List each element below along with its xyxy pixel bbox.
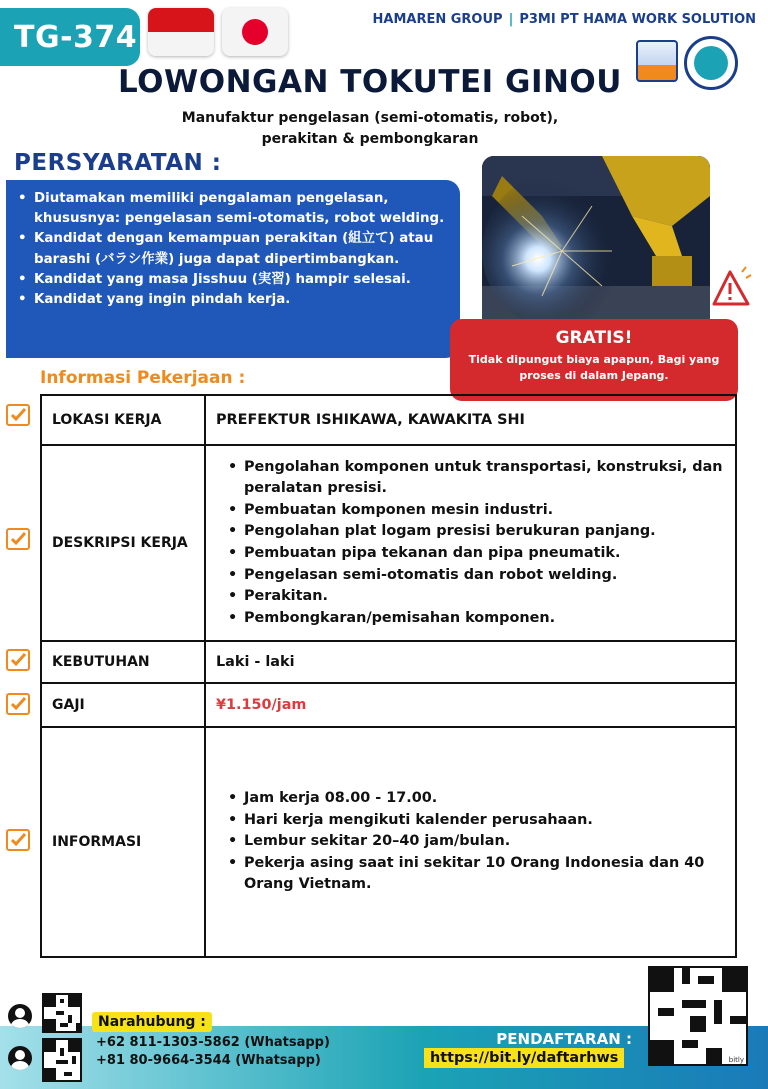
deskripsi-item: • Perakitan.	[244, 586, 735, 608]
registration-link[interactable]: https://bit.ly/daftarhws	[424, 1048, 624, 1068]
job-code-badge: TG-374	[0, 8, 140, 66]
informasi-list	[216, 788, 735, 896]
kebutuhan-value: Laki - laki	[205, 641, 736, 683]
informasi-key: INFORMASI	[41, 727, 205, 957]
requirement-item: • Kandidat dengan kemampuan perakitan (組立て) atau barashi (バラシ作業) juga dapat dipertimbangkan.	[34, 229, 450, 269]
table-row-gaji	[41, 683, 736, 727]
person-icon	[8, 1046, 32, 1070]
deskripsi-item: • Pengolahan komponen untuk transportasi, konstruksi, dan peralatan presisi.	[244, 457, 735, 500]
org-p3mi: P3MI PT HAMA WORK SOLUTION	[519, 12, 756, 27]
org-hamaren: HAMAREN GROUP	[372, 12, 503, 27]
registration-qr-code[interactable]	[648, 966, 748, 1066]
org-separator: |	[508, 12, 514, 27]
checkbox-checked-icon	[6, 693, 30, 715]
deskripsi-item: • Pembuatan komponen mesin industri.	[244, 500, 735, 522]
requirement-item: • Kandidat yang masa Jisshuu (実習) hampir selesai.	[34, 270, 450, 290]
registration-label: PENDAFTARAN :	[496, 1030, 632, 1048]
deskripsi-list	[216, 457, 735, 630]
checkbox-checked-icon	[6, 404, 30, 426]
requirement-item: • Diutamakan memiliki pengalaman pengelasan, khususnya: pengelasan semi-otomatis, robot welding.	[34, 189, 450, 229]
kebutuhan-key: KEBUTUHAN	[41, 641, 205, 683]
lokasi-key: LOKASI KERJA	[41, 395, 205, 445]
informasi-item: • Hari kerja mengikuti kalender perusahaan.	[244, 810, 735, 832]
page-subtitle	[0, 108, 740, 150]
requirements-box	[6, 180, 460, 358]
requirement-item: • Kandidat yang ingin pindah kerja.	[34, 290, 450, 310]
table-row-lokasi	[41, 395, 736, 445]
phone-number-1[interactable]: +62 811-1303-5862 (Whatsapp)	[96, 1035, 330, 1050]
gratis-text: Tidak dipungut biaya apapun, Bagi yang proses di dalam Jepang.	[468, 353, 720, 382]
subtitle-line-2: perakitan & pembongkaran	[261, 131, 479, 147]
deskripsi-item: • Pembuatan pipa tekanan dan pipa pneumatik.	[244, 543, 735, 565]
contact-qr-code-1[interactable]	[42, 993, 82, 1033]
lokasi-value: PREFEKTUR ISHIKAWA, KAWAKITA SHI	[205, 395, 736, 445]
contact-phones	[96, 1034, 330, 1070]
gaji-key: GAJI	[41, 683, 205, 727]
contact-qr-code-2[interactable]	[42, 1038, 82, 1082]
warning-icon	[712, 266, 752, 310]
informasi-item: • Lembur sekitar 20–40 jam/bulan.	[244, 831, 735, 853]
requirements-heading: PERSYARATAN :	[14, 150, 222, 176]
job-info-heading: Informasi Pekerjaan :	[40, 368, 246, 388]
subtitle-line-1: Manufaktur pengelasan (semi-otomatis, robot),	[181, 110, 559, 126]
deskripsi-item: • Pengelasan semi-otomatis dan robot welding.	[244, 565, 735, 587]
informasi-item: • Jam kerja 08.00 - 17.00.	[244, 788, 735, 810]
deskripsi-item: • Pembongkaran/pemisahan komponen.	[244, 608, 735, 630]
table-row-kebutuhan	[41, 641, 736, 683]
deskripsi-key: DESKRIPSI KERJA	[41, 445, 205, 641]
indonesia-flag-icon	[148, 8, 214, 56]
requirements-list	[34, 189, 450, 310]
qr-caption: bitly	[728, 1056, 744, 1064]
gratis-heading: GRATIS!	[555, 328, 633, 348]
japan-flag-icon	[222, 8, 288, 56]
informasi-item: • Pekerja asing saat ini sekitar 10 Orang Indonesia dan 40 Orang Vietnam.	[244, 853, 735, 896]
job-info-table	[40, 394, 737, 958]
contact-label: Narahubung :	[92, 1012, 212, 1032]
checkbox-checked-icon	[6, 528, 30, 550]
table-row-deskripsi	[41, 445, 736, 641]
checkbox-checked-icon	[6, 649, 30, 671]
phone-number-2[interactable]: +81 80-9664-3544 (Whatsapp)	[96, 1053, 321, 1068]
table-row-informasi	[41, 727, 736, 957]
welding-robot-photo	[482, 156, 710, 328]
free-of-charge-banner	[450, 319, 738, 401]
page-title: LOWONGAN TOKUTEI GINOU	[118, 64, 622, 100]
deskripsi-item: • Pengolahan plat logam presisi berukuran panjang.	[244, 521, 735, 543]
person-icon	[8, 1004, 32, 1028]
organization-names	[373, 12, 757, 27]
checkbox-checked-icon	[6, 829, 30, 851]
gaji-value: ¥1.150/jam	[205, 683, 736, 727]
